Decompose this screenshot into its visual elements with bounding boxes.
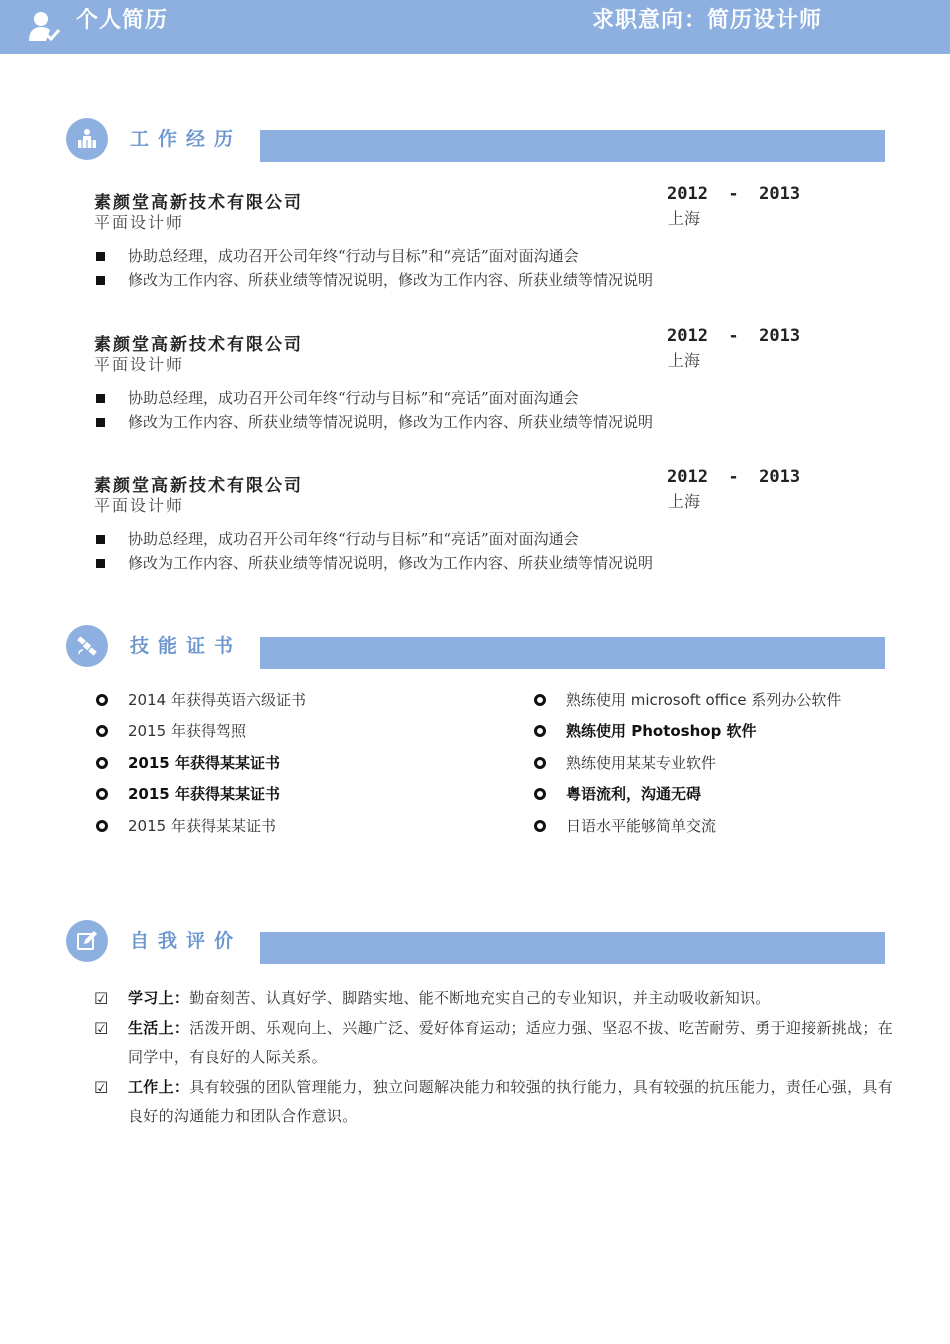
bullet-text: 修改为工作内容、所获业绩等情况说明，修改为工作内容、所获业绩等情况说明	[128, 271, 654, 289]
skill-text: 粤语流利，沟通无碍	[566, 785, 702, 804]
list-item	[94, 551, 653, 575]
square-bullet-icon	[96, 418, 105, 427]
list-item	[532, 782, 841, 813]
bullet-text: 修改为工作内容、所获业绩等情况说明，修改为工作内容、所获业绩等情况说明	[128, 413, 654, 431]
list-item	[532, 688, 841, 719]
evaluation-label: 工作上：	[128, 1077, 190, 1096]
list-item	[94, 984, 894, 1014]
job-period: 2012 - 2013	[667, 326, 801, 346]
section-bar	[260, 637, 885, 669]
company-name: 素颜堂高新技术有限公司	[94, 476, 303, 496]
section-title: 技能证书	[130, 635, 243, 657]
job-role: 平面设计师	[94, 355, 185, 374]
job-city: 上海	[668, 492, 701, 511]
list-item	[532, 751, 841, 782]
section-bar	[260, 932, 885, 964]
section-icon-circle	[66, 625, 108, 667]
skills-column-right	[532, 688, 841, 845]
circle-bullet-icon	[96, 725, 108, 737]
job-city: 上海	[668, 351, 701, 370]
circle-bullet-icon	[534, 788, 546, 800]
checkbox-icon: ☑	[94, 1018, 109, 1038]
evaluation-text: 具有较强的团队管理能力，独立问题解决能力和较强的执行能力，具有较强的抗压能力，责任心强，具有良好的沟通能力和团队合作意识。	[128, 1077, 894, 1125]
list-item	[532, 814, 841, 845]
header-bar	[0, 0, 950, 54]
company-name: 素颜堂高新技术有限公司	[94, 335, 303, 355]
circle-bullet-icon	[534, 757, 546, 769]
section-title: 自我评价	[130, 930, 243, 952]
circle-bullet-icon	[96, 788, 108, 800]
skill-text: 熟练使用 microsoft office 系列办公软件	[566, 691, 842, 709]
skill-text: 2015 年获得某某证书	[128, 753, 280, 772]
list-item	[94, 410, 653, 434]
list-item	[94, 1014, 894, 1073]
bullet-text: 修改为工作内容、所获业绩等情况说明，修改为工作内容、所获业绩等情况说明	[128, 554, 654, 572]
list-item	[94, 268, 653, 292]
job-period: 2012 - 2013	[667, 467, 801, 487]
list-item	[94, 527, 653, 551]
job-entry	[94, 326, 894, 450]
evaluation-text: 勤奋刻苦、认真好学、脚踏实地、能不断地充实自己的专业知识，并主动吸收新知识。	[189, 989, 771, 1007]
bullet-text: 协助总经理，成功召开公司年终“行动与目标”和“亮话”面对面沟通会	[128, 247, 579, 265]
job-role: 平面设计师	[94, 496, 185, 515]
job-bullets	[94, 527, 653, 575]
evaluation-label: 生活上：	[128, 1018, 190, 1037]
evaluation-text: 活泼开朗、乐观向上、兴趣广泛、爱好体育运动；适应力强、坚忍不拔、吃苦耐劳、勇于迎接新挑战；在同学中，有良好的人际关系。	[128, 1018, 894, 1066]
list-item	[94, 244, 653, 268]
square-bullet-icon	[96, 394, 105, 403]
briefcase-icon	[75, 127, 99, 151]
list-item	[94, 386, 653, 410]
list-item	[94, 688, 306, 719]
edit-icon	[75, 929, 99, 953]
job-bullets	[94, 244, 653, 292]
section-icon-circle	[66, 920, 108, 962]
circle-bullet-icon	[96, 757, 108, 769]
job-objective: 求职意向：简历设计师	[592, 8, 823, 33]
circle-bullet-icon	[534, 725, 546, 737]
section-self-evaluation	[66, 920, 886, 964]
job-city: 上海	[668, 209, 701, 228]
company-name: 素颜堂高新技术有限公司	[94, 193, 303, 213]
list-item	[94, 814, 306, 845]
skill-text: 熟练使用 Photoshop 软件	[566, 722, 757, 741]
job-role: 平面设计师	[94, 213, 185, 232]
job-entry	[94, 184, 894, 308]
section-work-experience	[66, 118, 886, 162]
checkbox-icon: ☑	[94, 1077, 109, 1097]
square-bullet-icon	[96, 535, 105, 544]
job-entry	[94, 467, 894, 591]
circle-bullet-icon	[534, 694, 546, 706]
skill-text: 日语水平能够简单交流	[566, 816, 717, 835]
list-item	[94, 782, 306, 813]
square-bullet-icon	[96, 276, 105, 285]
section-bar	[260, 130, 885, 162]
section-icon-circle	[66, 118, 108, 160]
circle-bullet-icon	[96, 820, 108, 832]
section-skills	[66, 625, 886, 669]
square-bullet-icon	[96, 559, 105, 568]
skill-text: 2015 年获得驾照	[128, 722, 246, 741]
list-item	[94, 1073, 894, 1132]
list-item	[94, 751, 306, 782]
skills-list	[94, 688, 894, 848]
satellite-icon	[75, 634, 99, 658]
user-check-icon	[26, 8, 62, 44]
square-bullet-icon	[96, 252, 105, 261]
circle-bullet-icon	[534, 820, 546, 832]
list-item	[532, 719, 841, 750]
resume-title: 个人简历	[76, 8, 169, 33]
evaluation-label: 学习上：	[128, 989, 190, 1007]
checkbox-icon: ☑	[94, 989, 109, 1008]
skill-text: 熟练使用某某专业软件	[566, 753, 717, 772]
section-title: 工作经历	[130, 128, 243, 150]
job-period: 2012 - 2013	[667, 184, 801, 204]
self-evaluation-list	[94, 984, 894, 1132]
job-bullets	[94, 386, 653, 434]
skill-text: 2015 年获得某某证书	[128, 785, 280, 804]
skill-text: 2014 年获得英语六级证书	[128, 691, 306, 709]
bullet-text: 协助总经理，成功召开公司年终“行动与目标”和“亮话”面对面沟通会	[128, 389, 579, 407]
bullet-text: 协助总经理，成功召开公司年终“行动与目标”和“亮话”面对面沟通会	[128, 530, 579, 548]
list-item	[94, 719, 306, 750]
circle-bullet-icon	[96, 694, 108, 706]
skill-text: 2015 年获得某某证书	[128, 816, 276, 835]
skills-column-left	[94, 688, 306, 845]
